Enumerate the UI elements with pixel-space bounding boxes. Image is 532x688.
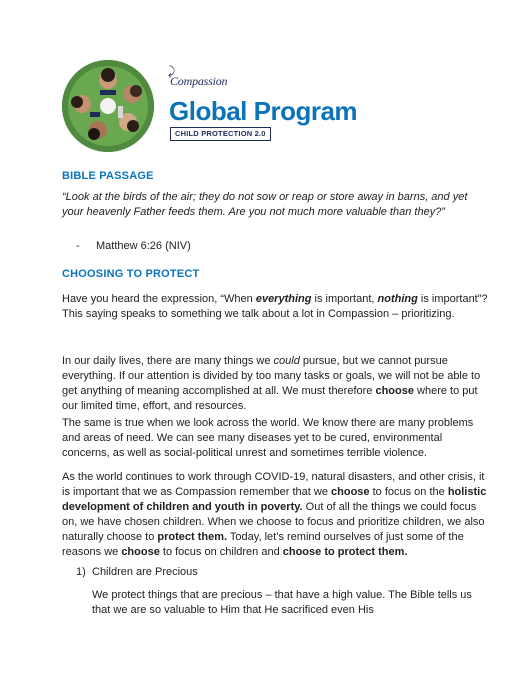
emphasis-text: choose xyxy=(121,546,160,558)
emphasis-text: choose to protect them. xyxy=(282,546,408,558)
text-run: In our daily lives, there are many things we xyxy=(62,355,274,367)
emphasis-text: holistic development of children and youth in poverty. xyxy=(62,486,487,513)
text-run: Today, let’s remind ourselves of just some of the reasons we xyxy=(62,531,464,558)
item-number: 1) xyxy=(76,566,86,578)
paragraph-2 xyxy=(62,354,490,414)
paragraph-4 xyxy=(62,470,490,560)
children-photo xyxy=(62,60,154,152)
item-label: Children are Precious xyxy=(92,566,198,578)
bible-passage-heading: BIBLE PASSAGE xyxy=(62,170,154,182)
emphasis-text: nothing xyxy=(377,293,418,305)
paragraph-5: We protect things that are precious – that have a high value. The Bible tells us that we are so valuable to Him that He sacrificed even His xyxy=(92,589,472,616)
emphasis-text: choose xyxy=(375,385,414,397)
emphasis-text: protect them. xyxy=(157,531,228,543)
paragraph-1 xyxy=(62,292,490,322)
emphasis-text: everything xyxy=(255,293,312,305)
brand-name: Compassion xyxy=(170,74,228,88)
program-subtitle-badge: CHILD PROTECTION 2.0 xyxy=(170,127,271,141)
text-run: is important”? This saying speaks to something we talk about a lot in Compassion – prioritizing. xyxy=(62,293,488,320)
text-run: to focus on children and xyxy=(159,546,283,558)
compassion-logo-icon: ⤸ xyxy=(168,64,176,78)
emphasis-text: choose xyxy=(331,486,370,498)
choosing-to-protect-heading: CHOOSING TO PROTECT xyxy=(62,268,200,280)
text-run: pursue, but we cannot pursue everything. If our attention is divided by too many tasks or goals, we will not be able to get anything of meaning accomplished at all. We must therefore xyxy=(62,355,481,397)
text-run: is important, xyxy=(311,293,378,305)
text-run: Out of all the things we could focus on, we have chosen children. When we choose to focus and prioritize children, we also naturally choose to xyxy=(62,501,485,543)
text-run: Have you heard the expression, “When xyxy=(62,293,256,305)
text-run: to focus on the xyxy=(369,486,448,498)
compassion-logo xyxy=(168,64,228,89)
paragraph-3: The same is true when we look across the world. We know there are many problems and areas of need. We can see many diseases yet to be cured, environmental concerns, as well as social-political unrest and sometimes terrible violence. xyxy=(62,417,474,459)
text-run: As the world continues to work through COVID-19, natural disasters, and other crisis, it is important that we as Compassion remember that we xyxy=(62,471,485,498)
bible-reference xyxy=(76,240,191,252)
text-run: where to put our limited time, effort, and resources. xyxy=(62,385,478,412)
reference-text: Matthew 6:26 (NIV) xyxy=(96,240,191,252)
program-title: Global Program xyxy=(169,96,358,126)
bible-quote: “Look at the birds of the air; they do not sow or reap or store away in barns, and yet your heavenly Father feeds them. Are you not much more valuable than they?” xyxy=(62,191,468,218)
reference-dash: - xyxy=(76,240,80,252)
numbered-item-1 xyxy=(76,566,198,578)
emphasis-text: could xyxy=(273,355,300,367)
